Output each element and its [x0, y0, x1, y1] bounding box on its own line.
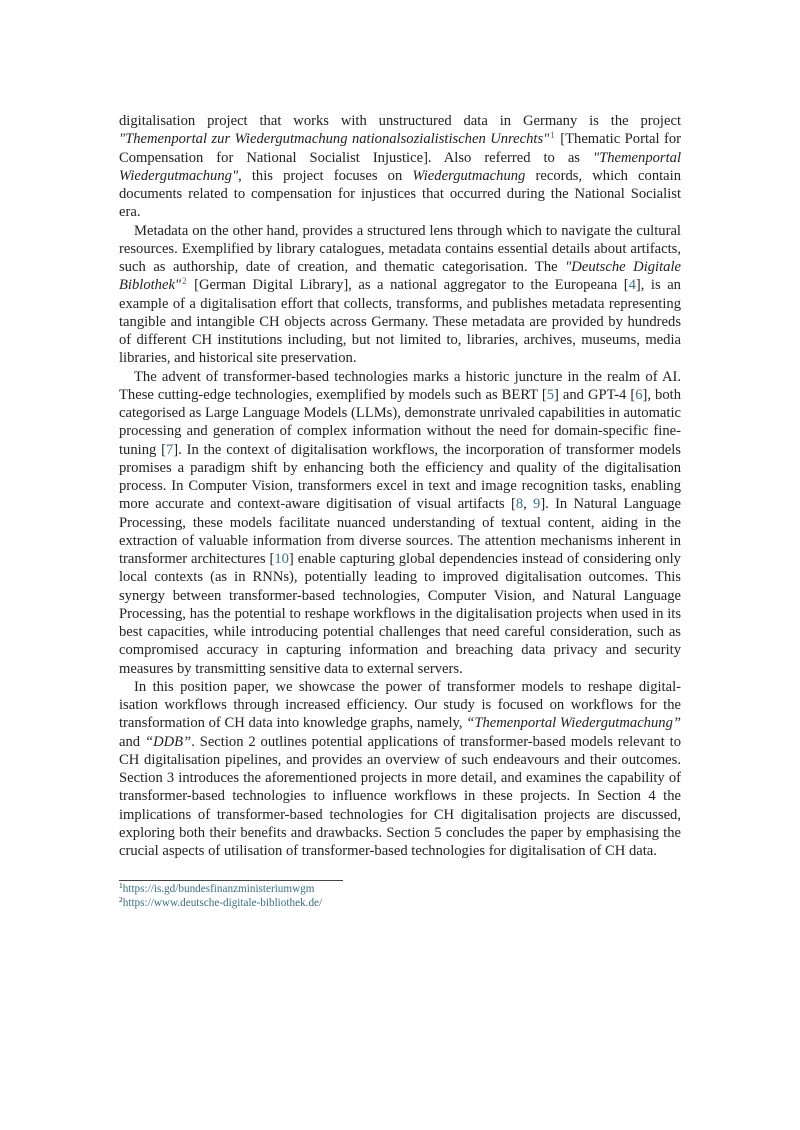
footnote-ref[interactable]: 2 — [182, 276, 187, 287]
footnote-link[interactable]: https://is.gd/bundesfinanzministeriumwgm — [122, 883, 315, 895]
text-run: [Thematic Portal for Compensation for National Socialist Injustice]. Also referred to as — [119, 131, 681, 166]
footnote-1 — [119, 883, 681, 897]
text-run: [German Digital Library], as a national aggregator to the Europeana [ — [187, 277, 629, 294]
text-run: ]. In Natural Language Processing, these models facilitate nuanced understanding of textual content, aiding in the extraction of valuable information from diverse sources. The attention mechanisms inherent in transformer architectures [ — [119, 496, 682, 567]
footnote-marker: 2 — [119, 894, 123, 904]
paragraph — [119, 222, 681, 368]
text-run: ] and GPT-4 [ — [554, 386, 636, 403]
footnote-ref[interactable]: 1 — [550, 130, 555, 141]
citation-link[interactable]: 5 — [546, 386, 554, 403]
paragraph — [119, 678, 681, 861]
citation-link[interactable]: 6 — [635, 386, 643, 403]
text-run: ]. In the context of digitalisation workflows, the incorporation of transformer models promises a paradigm shift by enhancing both the efficiency and quality of the digitalisation process. In Computer Vision, transformers excel in text and image recognition tasks, enabling more accurate and context-aware digitisation of visual artifacts [ — [119, 441, 681, 513]
text-run: and — [119, 733, 145, 750]
emphasis: "Themenportal Wiedergutmachung" — [119, 149, 681, 184]
text-run: digitalisation project that works with unstructured data in Germany is the project — [119, 113, 681, 129]
citation-link[interactable]: 4 — [628, 277, 636, 294]
emphasis: "Deutsche Digitale Biblothek" — [119, 259, 681, 294]
paragraph — [119, 368, 681, 678]
emphasis: “DDB” — [144, 733, 192, 750]
text-run: In this position paper, we showcase the power of transformer models to reshape digital-isation workflows through increased efficiency. Our study is focused on workflows for the transformation of CH data into knowledge graphs, namely, — [119, 678, 681, 732]
footnote-2 — [119, 894, 681, 911]
emphasis: "Themenportal zur Wiedergutmachung nationalsozialistischen Unrechts" — [119, 131, 550, 148]
citation-link[interactable]: 9 — [533, 496, 541, 513]
emphasis: Wiedergutmachung — [412, 167, 526, 184]
text-run: ] enable capturing global dependencies instead of considering only local contexts (as in RNNs), potentially leading to improved digitalisation outcomes. This synergy between transformer-based technologies, Computer Vision, and Natural Language Processing, has the potential to reshape workflows in the digitalisation projects when used in its best capacities, while introducing potential challenges that need careful consideration, such as compromised accuracy in capturing information and breaching data privacy and security measures by transmitting sensitive data to external servers. — [119, 551, 681, 677]
text-run: ], is an example of a digitalisation effort that collects, transforms, and publishes metadata representing tangible and intangible CH objects across Germany. These metadata are provided by hundreds of different CH institutions including, but not limited to, libraries, archives, museums, media libraries, and historical site preservation. — [119, 277, 681, 367]
citation-link[interactable]: 10 — [274, 551, 289, 567]
citation-link[interactable]: 8 — [515, 496, 524, 513]
text-run: The advent of transformer-based technologies marks a historic juncture in the realm of AI. These cutting-edge technologies, exemplified by models such as BERT [ — [119, 368, 681, 403]
footnote-divider — [119, 880, 343, 881]
footnote-link[interactable]: https://www.deutsche-digitale-bibliothek.de/ — [122, 896, 323, 909]
text-run: , — [523, 496, 534, 513]
body-text — [119, 112, 681, 860]
emphasis: “Themenportal Wiedergutmachung” — [466, 715, 681, 732]
footnote-marker: 1 — [119, 881, 123, 890]
text-run: , this project focuses on — [238, 167, 413, 184]
footnotes — [119, 880, 681, 910]
text-run: ], both categorised as Large Language Models (LLMs), demonstrate unrivaled capabilities in automatic processing and generation of complex information without the need for domain-specific fine-tuning [ — [119, 386, 681, 458]
citation-link[interactable]: 7 — [165, 441, 174, 458]
paragraph — [119, 112, 681, 222]
text-run: records, which contain documents related to compensation for injustices that occurred during the National Socialist era. — [119, 167, 681, 221]
text-run: Metadata on the other hand, provides a structured lens through which to navigate the cultural resources. Exemplified by library catalogues, metadata contains essential details about artifacts, such as authorship, date of creation, and thematic categorisation. The — [119, 222, 681, 275]
text-run: . Section 2 outlines potential applications of transformer-based models relevant to CH digitalisation pipelines, and provides an overview of such endeavours and their outcomes. Section 3 introduces the aforementioned projects in more detail, and examines the capability of transformer-based technologies to influence workflows in these projects. In Section 4 the implications of transformer-based technologies for CH digitalisation projects are discussed, exploring both their benefits and drawbacks. Section 5 concludes the paper by emphasising the crucial aspects of utilisation of transformer-based technologies for digitalisation of CH data. — [119, 733, 681, 859]
